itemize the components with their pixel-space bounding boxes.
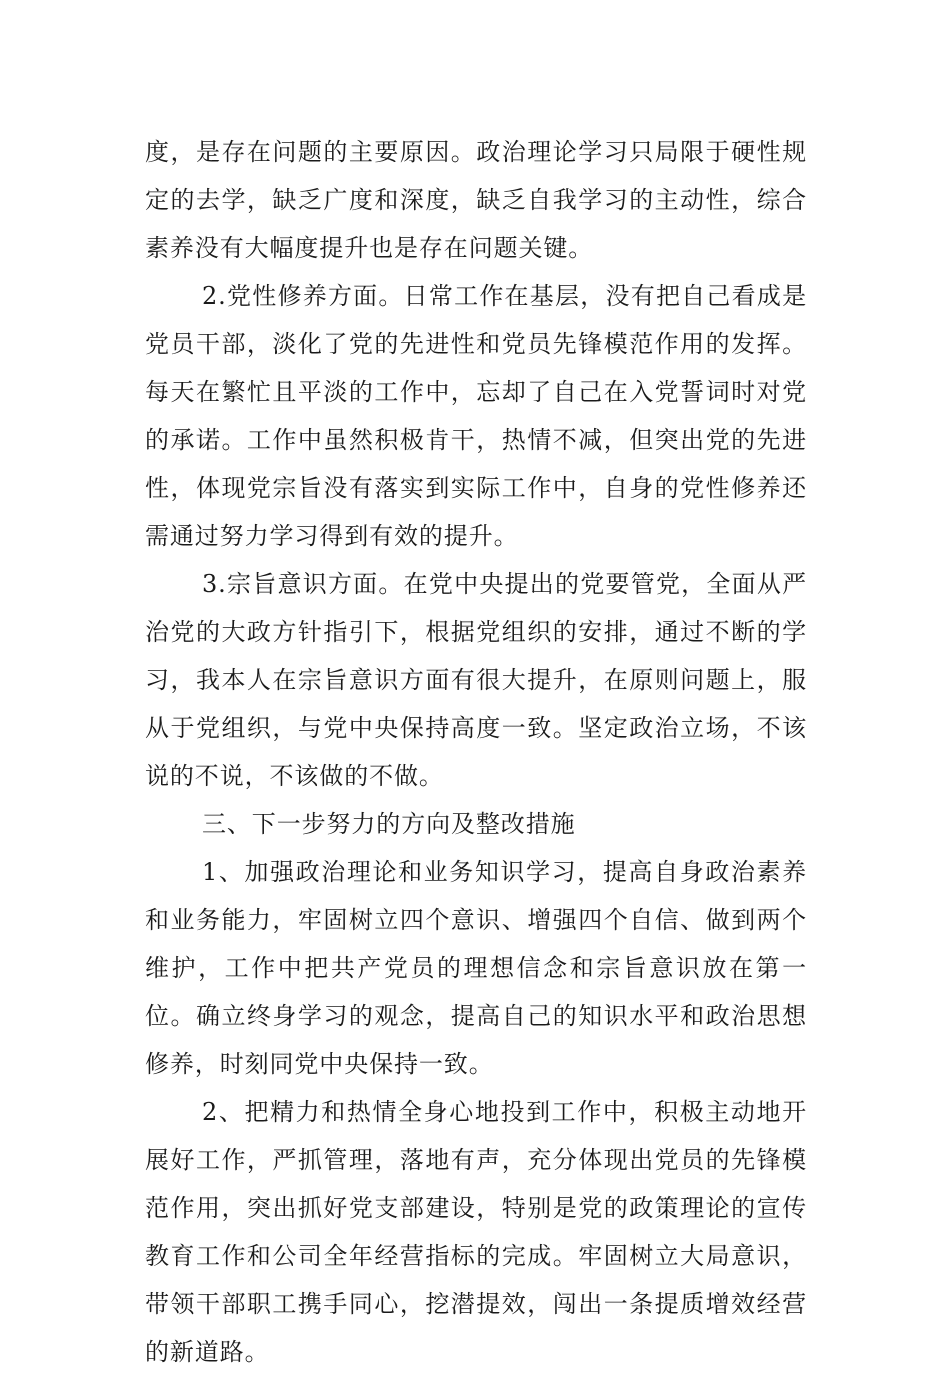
paragraph-measure-2: 2、把精力和热情全身心地投到工作中，积极主动地开展好工作，严抓管理，落地有声，充分体现出党员的先锋模范作用，突出抓好党支部建设，特别是党的政策理论的宣传教育工作和公司全年经营指标的完成。牢固树立大局意识，带领干部职工携手同心，挖潜提效，闯出一条提质增效经营的新道路。	[145, 1098, 807, 1366]
section-heading-next-steps: 三、下一步努力的方向及整改措施	[202, 810, 576, 838]
paragraph-measure-1: 1、加强政治理论和业务知识学习，提高自身政治素养和业务能力，牢固树立四个意识、增强四个自信、做到两个维护，工作中把共产党员的理想信念和宗旨意识放在第一位。确立终身学习的观念，提高自己的知识水平和政治思想修养，时刻同党中央保持一致。	[145, 858, 807, 1078]
paragraph-purpose-awareness: 3.宗旨意识方面。在党中央提出的党要管党，全面从严治党的大政方针指引下，根据党组织的安排，通过不断的学习，我本人在宗旨意识方面有很大提升，在原则问题上，服从于党组织，与党中央保持高度一致。坚定政治立场，不该说的不说，不该做的不做。	[145, 570, 807, 790]
paragraph-party-cultivation: 2.党性修养方面。日常工作在基层，没有把自己看成是党员干部，淡化了党的先进性和党员先锋模范作用的发挥。每天在繁忙且平淡的工作中，忘却了自己在入党誓词时对党的承诺。工作中虽然积极肯干，热情不减，但突出党的先进性，体现党宗旨没有落实到实际工作中，自身的党性修养还需通过努力学习得到有效的提升。	[145, 282, 807, 550]
paragraph-continuation: 度，是存在问题的主要原因。政治理论学习只局限于硬性规定的去学，缺乏广度和深度，缺乏自我学习的主动性，综合素养没有大幅度提升也是存在问题关键。	[145, 138, 807, 262]
document-body	[145, 128, 807, 1376]
